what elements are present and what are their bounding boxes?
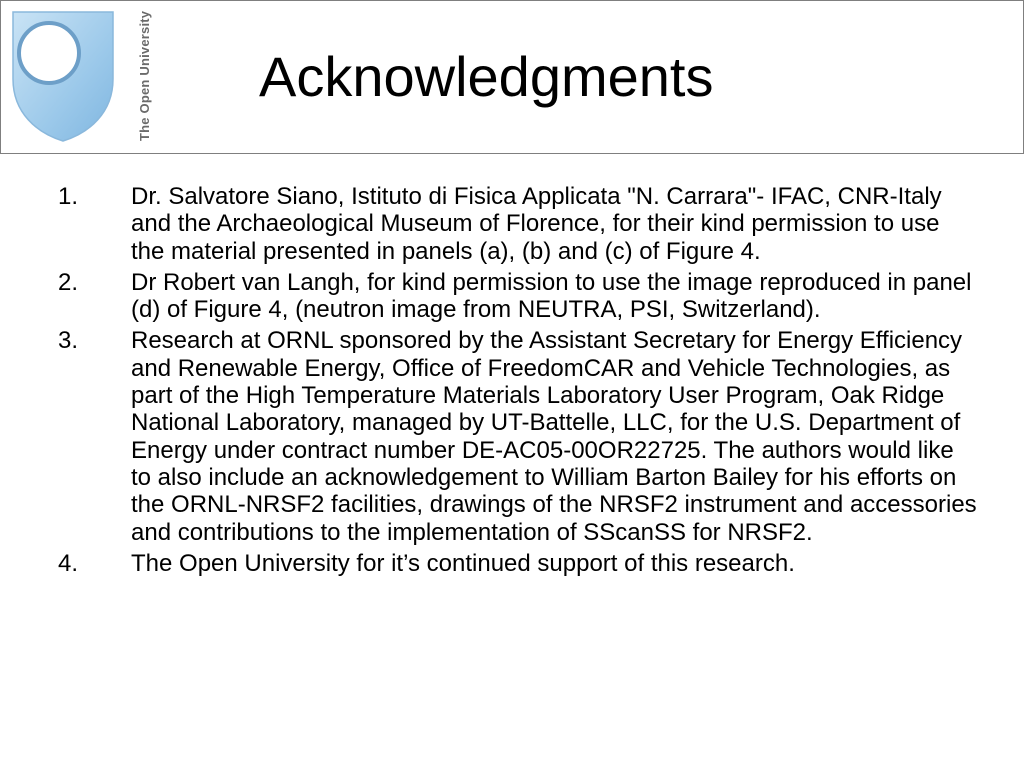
- item-number: 2.: [58, 268, 79, 296]
- item-number: 1.: [58, 183, 79, 210]
- list-item: [58, 183, 978, 265]
- item-text: Dr. Salvatore Siano, Istituto di Fisica Applicata "N. Carrara"- IFAC, CNR-Italy and the Archaeological Museum of Florence, for their kind permission to use the material presented in panels (a), (b) and (c) of Figure 4.: [131, 183, 942, 265]
- item-text: Research at ORNL sponsored by the Assistant Secretary for Energy Efficiency and Renewable Energy, Office of FreedomCAR and Vehicle Technologies, as part of the High Temperature Materials Laboratory User Program, Oak Ridge National Laboratory, managed by UT-Battelle, LLC, for the U.S. Department of Energy under contract number DE-AC05-00OR22725. The authors would like to also include an acknowledgement to William Barton Bailey for his efforts on the ORNL-NRSF2 facilities, drawings of the NRSF2 instrument and accessories and contributions to the implementation of SScanSS for NRSF2.: [131, 327, 977, 546]
- list-item: [58, 269, 978, 324]
- list-item: [58, 550, 978, 577]
- item-text: Dr Robert van Langh, for kind permission to use the image reproduced in panel (d) of Figure 4, (neutron image from NEUTRA, PSI, Switzerland).: [131, 268, 972, 324]
- logo-text: The Open University: [137, 10, 152, 141]
- slide-header: [0, 0, 1024, 154]
- list-item: [58, 327, 978, 545]
- acknowledgment-list: [58, 183, 978, 581]
- item-text: The Open University for it’s continued support of this research.: [131, 549, 795, 577]
- open-university-logo-icon: [9, 9, 117, 143]
- item-number: 4.: [58, 549, 79, 577]
- page-title: Acknowledgments: [259, 45, 714, 108]
- item-number: 3.: [58, 327, 79, 355]
